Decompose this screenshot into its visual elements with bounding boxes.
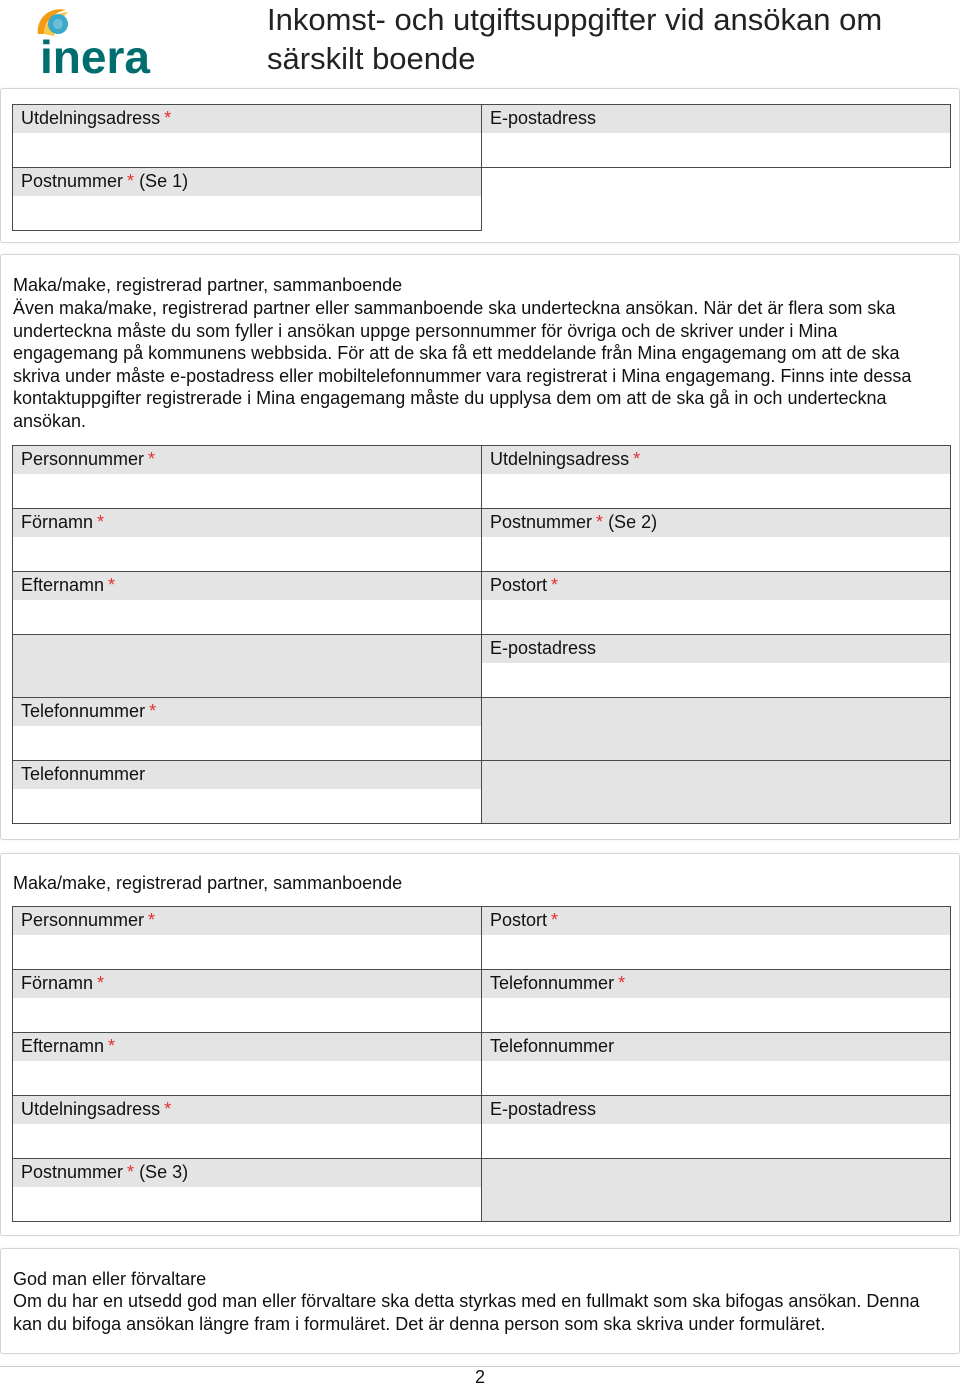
guardian-section: [0, 1248, 960, 1354]
contact-fields: [12, 104, 950, 230]
telefonnummer-field[interactable]: [481, 969, 951, 1033]
required-asterisk: *: [97, 973, 105, 993]
field-label: [482, 1096, 950, 1124]
telefonnummer-input[interactable]: [482, 1061, 950, 1095]
field-label-text: Personnummer: [21, 910, 145, 930]
förnamn-field[interactable]: [12, 508, 482, 572]
telefonnummer-field[interactable]: [12, 760, 482, 824]
utdelningsadress-field[interactable]: [12, 104, 482, 168]
field-label: [482, 509, 950, 537]
postnummer-input[interactable]: [13, 196, 481, 230]
empty-cell: [481, 760, 951, 824]
field-label: [13, 1159, 481, 1187]
required-asterisk: *: [596, 512, 604, 532]
svg-text:inera: inera: [40, 31, 150, 78]
spouse-heading: Maka/make, registrerad partner, sammanboende: [13, 275, 403, 295]
field-label-text: Utdelningsadress: [490, 449, 630, 469]
required-asterisk: *: [97, 512, 105, 532]
field-note: (Se 1): [139, 171, 189, 191]
personnummer-field[interactable]: [12, 445, 482, 509]
required-asterisk: *: [551, 575, 559, 595]
personnummer-field[interactable]: [12, 906, 482, 970]
required-asterisk: *: [633, 449, 641, 469]
förnamn-field[interactable]: [12, 969, 482, 1033]
field-label: [13, 1096, 481, 1124]
required-asterisk: *: [618, 973, 626, 993]
utdelningsadress-input[interactable]: [482, 474, 950, 508]
field-label-text: Postnummer: [21, 1162, 124, 1182]
förnamn-input[interactable]: [13, 537, 481, 571]
field-label: [13, 168, 481, 196]
personnummer-input[interactable]: [13, 935, 481, 969]
postort-input[interactable]: [482, 600, 950, 634]
e-postadress-input[interactable]: [482, 133, 950, 167]
required-asterisk: *: [108, 1036, 116, 1056]
field-label: [482, 907, 950, 935]
field-label: [482, 105, 950, 133]
field-label-text: Telefonnummer: [21, 764, 146, 784]
postnummer-field[interactable]: [481, 508, 951, 572]
efternamn-field[interactable]: [12, 571, 482, 635]
postort-input[interactable]: [482, 935, 950, 969]
förnamn-input[interactable]: [13, 998, 481, 1032]
field-label-text: Efternamn: [21, 1036, 105, 1056]
required-asterisk: *: [148, 449, 156, 469]
efternamn-field[interactable]: [12, 1032, 482, 1096]
field-label-text: Utdelningsadress: [21, 108, 161, 128]
empty-cell: [12, 634, 482, 698]
field-label-text: Postnummer: [21, 171, 124, 191]
required-asterisk: *: [127, 1162, 135, 1182]
empty-cell: [481, 697, 951, 761]
field-label-text: Telefonnummer: [490, 1036, 615, 1056]
required-asterisk: *: [127, 171, 135, 191]
field-label: [482, 635, 950, 663]
telefonnummer-field[interactable]: [12, 697, 482, 761]
field-label: [482, 446, 950, 474]
e-postadress-input[interactable]: [482, 663, 950, 697]
guardian-instructions: Om du har en utsedd god man eller förvaltare ska detta styrkas med en fullmakt som ska bifogas ansökan. Denna kan du bifoga ansökan längre fram i formuläret. Det är denna person som ska skriva under formuläret.: [13, 1291, 920, 1334]
efternamn-input[interactable]: [13, 600, 481, 634]
e-postadress-field[interactable]: [481, 104, 951, 168]
utdelningsadress-field[interactable]: [12, 1095, 482, 1159]
postnummer-input[interactable]: [13, 1187, 481, 1221]
field-label-text: Utdelningsadress: [21, 1099, 161, 1119]
empty-cell: [481, 1158, 951, 1222]
field-label-text: Förnamn: [21, 973, 94, 993]
field-label: [13, 970, 481, 998]
postnummer-input[interactable]: [482, 537, 950, 571]
required-asterisk: *: [164, 1099, 172, 1119]
field-label: [13, 446, 481, 474]
spouse-heading-2: Maka/make, registrerad partner, sammanboende: [13, 873, 403, 893]
field-label-text: Postnummer: [490, 512, 593, 532]
field-label: [13, 1033, 481, 1061]
field-label-text: E-postadress: [490, 1099, 597, 1119]
postnummer-field[interactable]: [12, 167, 482, 231]
field-note: (Se 3): [139, 1162, 189, 1182]
field-label: [482, 1033, 950, 1061]
telefonnummer-field[interactable]: [481, 1032, 951, 1096]
spouse-instructions: Även maka/make, registrerad partner eller sammanboende ska underteckna ansökan. När det är flera som ska underteckna måste du som fyller i ansökan uppge personnummer för övriga och de skriver under i Mina engagemang på kommunens webbsida. För att de ska få ett meddelande från Mina engagemang om att de ska skriva under måste e-postadress eller mobiltelefonnummer vara registrerat i Mina engagemang. Finns inte dessa kontaktuppgifter registrerade i Mina engagemang måste du upplysa dem om att de ska gå in och underteckna ansökan.: [13, 298, 912, 431]
required-asterisk: *: [551, 910, 559, 930]
utdelningsadress-input[interactable]: [13, 1124, 481, 1158]
personnummer-input[interactable]: [13, 474, 481, 508]
telefonnummer-input[interactable]: [482, 998, 950, 1032]
field-label: [13, 105, 481, 133]
field-label: [13, 907, 481, 935]
field-label-text: Efternamn: [21, 575, 105, 595]
spouse-fields: [12, 445, 950, 823]
postnummer-field[interactable]: [12, 1158, 482, 1222]
contact-section: [0, 88, 960, 243]
field-label-text: Förnamn: [21, 512, 94, 532]
required-asterisk: *: [149, 701, 157, 721]
e-postadress-input[interactable]: [482, 1124, 950, 1158]
inera-logo: [34, 4, 164, 78]
field-label-text: Telefonnummer: [490, 973, 615, 993]
page-title: Inkomst- och utgiftsuppgifter vid ansökan om särskilt boende: [267, 2, 883, 76]
field-label: [13, 761, 481, 789]
postort-field[interactable]: [481, 906, 951, 970]
field-label: [13, 572, 481, 600]
field-label: [13, 698, 481, 726]
field-label-text: E-postadress: [490, 108, 597, 128]
spouse-section-1: [0, 254, 960, 840]
field-label-text: Telefonnummer: [21, 701, 146, 721]
required-asterisk: *: [148, 910, 156, 930]
required-asterisk: *: [164, 108, 172, 128]
spouse-section-2: [0, 853, 960, 1236]
field-label-text: E-postadress: [490, 638, 597, 658]
efternamn-input[interactable]: [13, 1061, 481, 1095]
postort-field[interactable]: [481, 571, 951, 635]
guardian-heading: God man eller förvaltare: [13, 1269, 207, 1289]
field-label-text: Personnummer: [21, 449, 145, 469]
spouse-fields-2: [12, 906, 950, 1221]
required-asterisk: *: [108, 575, 116, 595]
e-postadress-field[interactable]: [481, 1095, 951, 1159]
page-number: 2: [474, 1367, 485, 1386]
telefonnummer-input[interactable]: [13, 789, 481, 823]
utdelningsadress-input[interactable]: [13, 133, 481, 167]
field-label-text: Postort: [490, 910, 548, 930]
field-label: [482, 572, 950, 600]
utdelningsadress-field[interactable]: [481, 445, 951, 509]
field-label-text: Postort: [490, 575, 548, 595]
field-label: [482, 970, 950, 998]
telefonnummer-input[interactable]: [13, 726, 481, 760]
field-note: (Se 2): [608, 512, 658, 532]
field-label: [13, 509, 481, 537]
e-postadress-field[interactable]: [481, 634, 951, 698]
